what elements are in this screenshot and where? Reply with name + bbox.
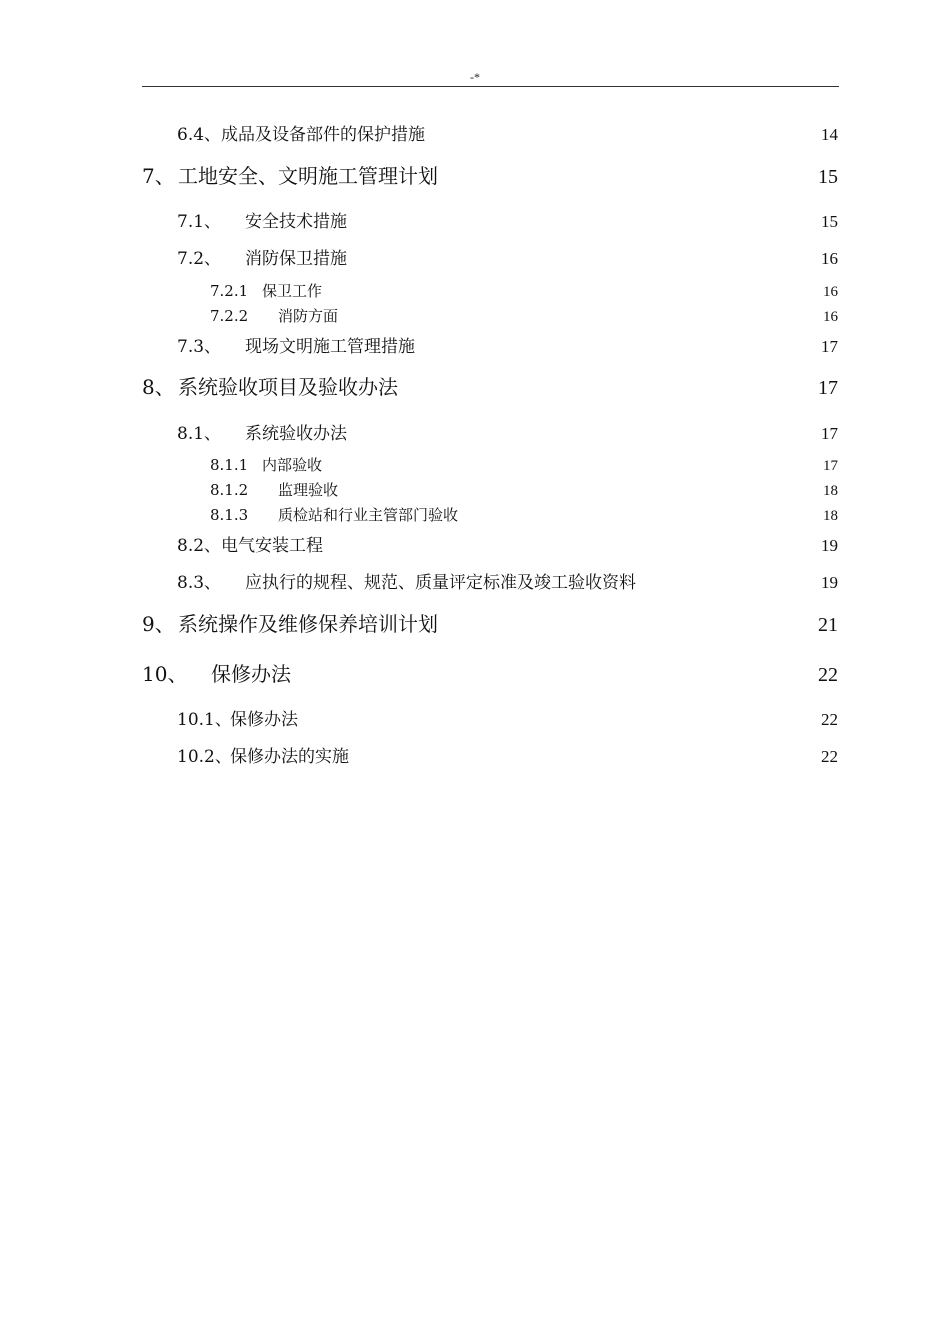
toc-entry-8-1-3[interactable]: [142, 504, 838, 525]
toc-entry-number: 10.2、: [177, 747, 232, 767]
toc-entry-title: 现场文明施工管理措施: [245, 337, 415, 357]
toc-entry-8-1[interactable]: [142, 419, 838, 444]
toc-entry-7-2-1[interactable]: [142, 280, 838, 301]
toc-entry-title: 系统验收项目及验收办法: [178, 375, 398, 399]
toc-entry-number: 8.1.1: [210, 456, 249, 474]
toc-entry-number: 8.3、: [177, 573, 222, 593]
toc-entry-page: 18: [823, 508, 838, 524]
toc-entry-page: 19: [821, 573, 838, 592]
toc-entry-8-2[interactable]: [142, 531, 838, 556]
toc-entry-title: 保修办法的实施: [230, 747, 349, 767]
toc-entry-page: 18: [823, 483, 838, 499]
toc-entry-7-2-2[interactable]: [142, 305, 838, 326]
toc-entry-page: 22: [818, 664, 838, 686]
toc-entry-number: 7.2.2: [210, 307, 249, 325]
toc-entry-8-1-2[interactable]: [142, 479, 838, 500]
toc-entry-title: 保卫工作: [262, 282, 323, 300]
toc-entry-page: 22: [821, 710, 838, 729]
toc-entry-page: 21: [818, 614, 838, 636]
toc-entry-number: 8.1、: [177, 424, 222, 444]
toc-entry-page: 14: [821, 125, 838, 144]
toc-entry-page: 15: [818, 166, 838, 188]
toc-entry-number: 8.1.2: [210, 481, 249, 499]
toc-entry-10-1[interactable]: [142, 705, 838, 730]
toc-entry-title: 消防保卫措施: [245, 249, 347, 269]
toc-entry-page: 17: [818, 377, 838, 399]
toc-entry-page: 15: [821, 212, 838, 231]
toc-entry-page: 19: [821, 536, 838, 555]
toc-entry-number: 7.1、: [177, 212, 222, 232]
toc-entry-6-4[interactable]: [142, 120, 838, 145]
toc-entry-title: 应执行的规程、规范、质量评定标准及竣工验收资料: [245, 573, 636, 593]
toc-entry-number: 7.2.1: [210, 282, 249, 300]
toc-entry-page: 17: [821, 337, 838, 356]
toc-entry-page: 16: [823, 284, 838, 300]
toc-entry-page: 16: [821, 249, 838, 268]
toc-entry-title: 安全技术措施: [245, 212, 347, 232]
toc-entry-title: 内部验收: [262, 456, 323, 474]
toc-entry-title: 电气安装工程: [221, 536, 323, 556]
toc-entry-number: 10.1、: [177, 710, 232, 730]
toc-entry-number: 6.4、: [177, 125, 222, 145]
toc-entry-title: 成品及设备部件的保护措施: [221, 125, 425, 145]
toc-entry-page: 17: [823, 458, 838, 474]
toc-entry-7-1[interactable]: [142, 207, 838, 232]
toc-entry-8[interactable]: [142, 371, 838, 400]
toc-entry-number: 8.1.3: [210, 506, 249, 524]
toc-entry-number: 7.2、: [177, 249, 222, 269]
toc-entry-title: 保修办法: [211, 662, 291, 686]
toc-entry-page: 22: [821, 747, 838, 766]
toc-entry-title: 质检站和行业主管部门验收: [278, 506, 459, 524]
toc-entry-7[interactable]: [142, 160, 838, 189]
page-header-mark: -*: [470, 70, 480, 84]
toc-entry-number: 7、: [142, 164, 175, 188]
toc-entry-title: 系统验收办法: [245, 424, 347, 444]
toc-entry-10-2[interactable]: [142, 742, 838, 767]
toc-entry-title: 工地安全、文明施工管理计划: [178, 164, 438, 188]
toc-entry-7-3[interactable]: [142, 332, 838, 357]
header-divider: [142, 86, 839, 87]
toc-entry-8-3[interactable]: [142, 568, 838, 593]
toc-entry-title: 监理验收: [278, 481, 339, 499]
toc-entry-number: 8、: [142, 375, 175, 399]
toc-entry-page: 17: [821, 424, 838, 443]
toc-entry-title: 保修办法: [230, 710, 298, 730]
toc-entry-page: 16: [823, 309, 838, 325]
toc-entry-number: 9、: [142, 612, 175, 636]
toc-entry-title: 消防方面: [278, 307, 339, 325]
toc-entry-9[interactable]: [142, 608, 838, 637]
toc-entry-number: 7.3、: [177, 337, 222, 357]
toc-entry-7-2[interactable]: [142, 244, 838, 269]
toc-entry-10[interactable]: [142, 658, 838, 687]
toc-entry-number: 10、: [142, 662, 188, 686]
toc-entry-number: 8.2、: [177, 536, 222, 556]
toc-entry-8-1-1[interactable]: [142, 454, 838, 475]
toc-entry-title: 系统操作及维修保养培训计划: [178, 612, 438, 636]
